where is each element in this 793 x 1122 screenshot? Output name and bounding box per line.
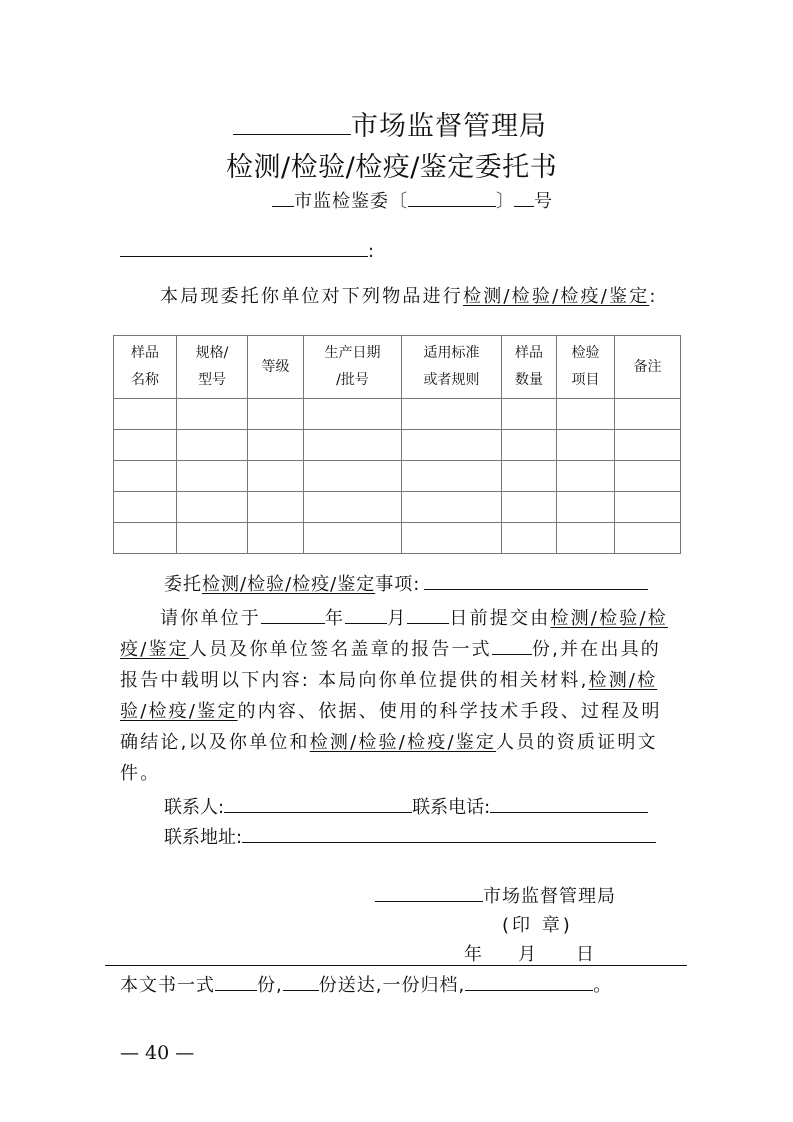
table-cell[interactable] [114,461,177,492]
table-cell[interactable] [177,523,248,554]
table-cell[interactable] [502,492,557,523]
report-copies-blank[interactable] [492,636,532,655]
table-cell[interactable] [177,430,248,461]
table-header-row [114,336,681,399]
request-paragraph: 请你单位于 年 月 日前提交由检测/检验/检疫/鉴定人员及你单位签名盖章的报告一式 份,并在出具的报告中载明以下内容: 本局向你单位提供的相关材料,检测/检验/检疫/鉴定的内容、依据、使用的科学技术手段、过程及明确结论,以及你单位和检测/检验/检疫/鉴定人员的资质证明文件。 [120,603,680,789]
seal-label: (印 章) [502,915,573,936]
header-grade: 等级 [248,336,304,399]
title-line-agency [233,104,547,143]
table-cell[interactable] [402,399,502,430]
table-cell[interactable] [402,461,502,492]
contact-person-field[interactable] [224,794,412,813]
contact-phone-field[interactable] [490,794,648,813]
table-cell[interactable] [615,399,681,430]
intro-types: 检测/检验/检疫/鉴 [463,286,630,307]
table-cell[interactable] [304,399,402,430]
header-spec-model: 规格/ 型号 [177,336,248,399]
table-row [114,399,681,430]
header-remarks: 备注 [615,336,681,399]
table-cell[interactable] [248,461,304,492]
table-cell[interactable] [114,399,177,430]
table-cell[interactable] [615,523,681,554]
table-cell[interactable] [557,399,615,430]
signature-agency: 市场监督管理局 [375,882,616,908]
header-inspection-items: 检验 项目 [557,336,615,399]
table-cell[interactable] [177,492,248,523]
footer-divider [105,965,687,966]
submit-day-blank[interactable] [407,605,449,624]
table-cell[interactable] [615,461,681,492]
table-cell[interactable] [502,461,557,492]
table-cell[interactable] [615,430,681,461]
matters-line: 委托检测/检验/检疫/鉴定事项: [164,570,648,596]
table-cell[interactable] [114,523,177,554]
table-cell[interactable] [502,430,557,461]
sample-table [113,335,681,554]
table-cell[interactable] [615,492,681,523]
table-cell[interactable] [248,430,304,461]
table-cell[interactable] [114,492,177,523]
recipient-blank[interactable] [120,238,368,257]
doc-number-seq-blank[interactable] [514,188,534,207]
table-cell[interactable] [248,399,304,430]
table-row [114,492,681,523]
table-cell[interactable] [557,430,615,461]
total-copies-blank[interactable] [215,972,257,991]
copies-note: 本文书一式 份, 份送达,一份归档, 。 [120,971,612,997]
table-cell[interactable] [304,461,402,492]
page-number: — 40 — [120,1042,195,1064]
address-line: 联系地址: [164,823,656,849]
signature-date: 年 月 日 [464,944,594,965]
table-cell[interactable] [177,399,248,430]
table-cell[interactable] [502,399,557,430]
header-quantity: 样品 数量 [502,336,557,399]
doc-number-year-blank[interactable] [408,188,496,207]
table-cell[interactable] [177,461,248,492]
header-sample-name: 样品 名称 [114,336,177,399]
doc-number: 市监检鉴委〔 〕 号 [272,187,552,213]
table-cell[interactable] [304,523,402,554]
intro-paragraph: 本局现委托你单位对下列物品进行检测/检验/检疫/鉴定: [160,286,658,307]
signature-agency-blank[interactable] [375,883,483,902]
recipient-line: : [120,238,374,262]
table-cell[interactable] [402,523,502,554]
contact-address-field[interactable] [242,824,656,843]
header-standard: 适用标准 或者规则 [402,336,502,399]
agency-name-blank[interactable] [233,107,351,135]
table-cell[interactable] [557,492,615,523]
table-cell[interactable] [304,430,402,461]
agency-suffix: 市场监督管理局 [351,111,547,142]
header-production-date: 生产日期 /批号 [304,336,402,399]
table-cell[interactable] [114,430,177,461]
archive-note-blank[interactable] [465,972,593,991]
table-cell[interactable] [248,492,304,523]
table-row [114,461,681,492]
table-row [114,430,681,461]
table-cell[interactable] [557,461,615,492]
table-cell[interactable] [402,492,502,523]
table-cell[interactable] [557,523,615,554]
delivered-copies-blank[interactable] [283,972,319,991]
submit-year-blank[interactable] [261,605,325,624]
table-cell[interactable] [402,430,502,461]
doc-number-area-blank[interactable] [272,188,294,207]
table-row [114,523,681,554]
doc-title: 检测/检验/检疫/鉴定委托书 [226,152,558,183]
table-cell[interactable] [502,523,557,554]
table-cell[interactable] [248,523,304,554]
matters-blank[interactable] [424,571,648,590]
table-cell[interactable] [304,492,402,523]
submit-month-blank[interactable] [345,605,387,624]
contact-line: 联系人: 联系电话: [164,793,648,819]
